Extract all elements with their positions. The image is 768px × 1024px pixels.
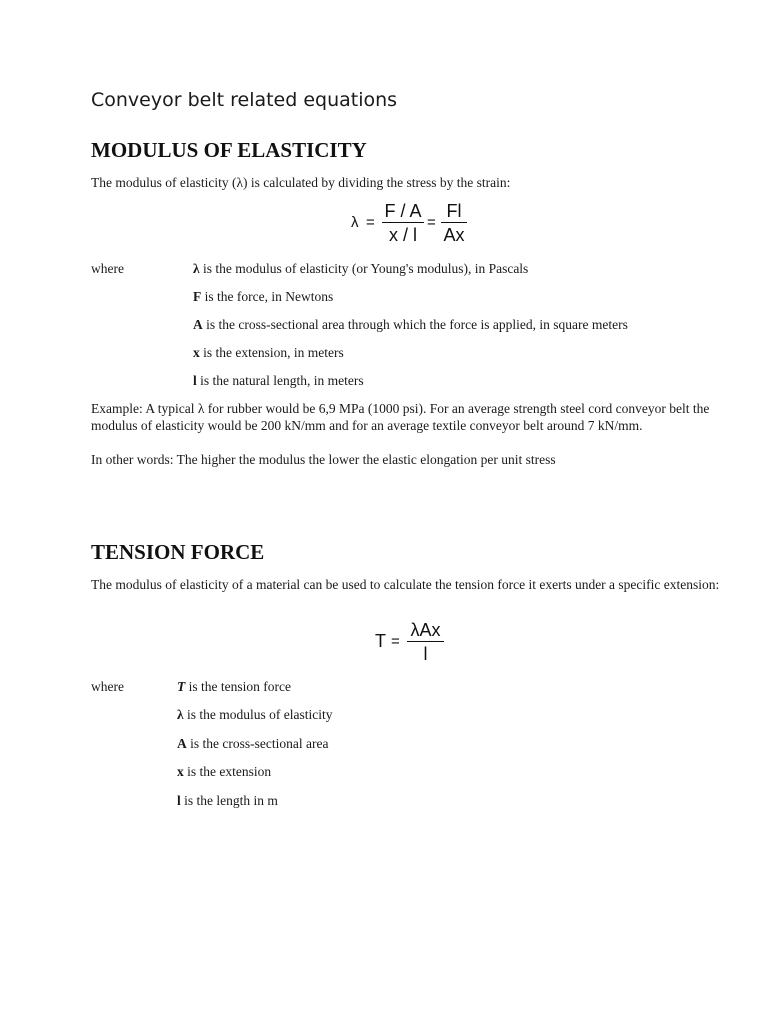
eq-tension-equals: =	[391, 633, 400, 650]
definition-lambda	[193, 260, 528, 277]
eq-tension-denominator: l	[423, 644, 428, 664]
definition-text: is the modulus of elasticity	[183, 707, 333, 722]
eq-fraction-2-numerator: Fl	[446, 201, 462, 221]
eq-fraction-2-bar	[441, 222, 467, 223]
eq-fraction-2	[441, 201, 467, 245]
section-heading-modulus: MODULUS OF ELASTICITY	[91, 138, 367, 162]
definition-text: is the extension, in meters	[199, 345, 344, 360]
definition-extension-2	[177, 763, 271, 780]
definition-text: is the natural length, in meters	[196, 373, 364, 388]
document-title: Conveyor belt related equations	[91, 89, 398, 111]
eq-tension-t: T	[375, 631, 386, 651]
section-intro-tension: The modulus of elasticity of a material can be used to calculate the tension force it exerts under a specific extension:	[91, 577, 720, 592]
definition-area	[193, 316, 628, 333]
section-intro-modulus: The modulus of elasticity (λ) is calculated by dividing the stress by the strain:	[91, 175, 511, 190]
definition-lambda-2	[177, 706, 333, 723]
definition-text: is the extension	[183, 764, 272, 779]
definition-symbol: l	[177, 793, 181, 808]
eq-fraction-1-denominator: x / l	[388, 225, 417, 245]
eq-fraction-1-bar	[382, 222, 424, 223]
definition-text: is the force, in Newtons	[201, 289, 334, 304]
definition-force	[193, 288, 333, 305]
definition-area-2	[177, 735, 328, 752]
definition-tension	[177, 678, 291, 695]
eq-fraction-2-denominator: Ax	[443, 225, 465, 245]
eq-lambda: λ	[351, 214, 359, 231]
conclusion-paragraph: In other words: The higher the modulus the lower the elastic elongation per unit stress	[91, 452, 556, 467]
definition-length	[193, 372, 364, 389]
section-heading-tension: TENSION FORCE	[91, 540, 265, 564]
definition-symbol: λ	[177, 707, 184, 722]
definition-symbol: F	[193, 289, 202, 304]
definition-text: is the cross-sectional area through which the force is applied, in square meters	[202, 317, 628, 332]
definition-symbol: l	[193, 373, 197, 388]
where-label-modulus: where	[91, 261, 124, 276]
definition-symbol: A	[193, 317, 203, 332]
definition-text: is the cross-sectional area	[186, 736, 329, 751]
eq-equals-2: =	[427, 214, 436, 231]
definition-text: is the modulus of elasticity (or Young's modulus), in Pascals	[199, 261, 529, 276]
definition-text: is the length in m	[180, 793, 278, 808]
where-label-tension: where	[91, 679, 124, 694]
eq-tension-bar	[407, 641, 444, 642]
definition-text: is the tension force	[185, 679, 291, 694]
eq-tension-numerator: λAx	[410, 620, 441, 640]
definition-extension	[193, 344, 344, 361]
definition-symbol: x	[193, 345, 200, 360]
eq-fraction-1-numerator: F / A	[384, 201, 422, 221]
eq-tension-fraction	[407, 620, 444, 664]
definition-symbol: T	[177, 679, 186, 694]
example-paragraph: Example: A typical λ for rubber would be 6,9 MPa (1000 psi). For an average strength steel cord conveyor belt the modulus of elasticity would be 200 kN/mm and for an average textile conveyor belt around 7 kN/mm.	[91, 401, 710, 433]
definition-symbol: A	[177, 736, 187, 751]
eq-fraction-1	[382, 201, 424, 245]
definition-symbol: x	[177, 764, 184, 779]
definition-symbol: λ	[193, 261, 200, 276]
eq-equals-1: =	[366, 214, 375, 231]
definition-length-2	[177, 792, 278, 809]
